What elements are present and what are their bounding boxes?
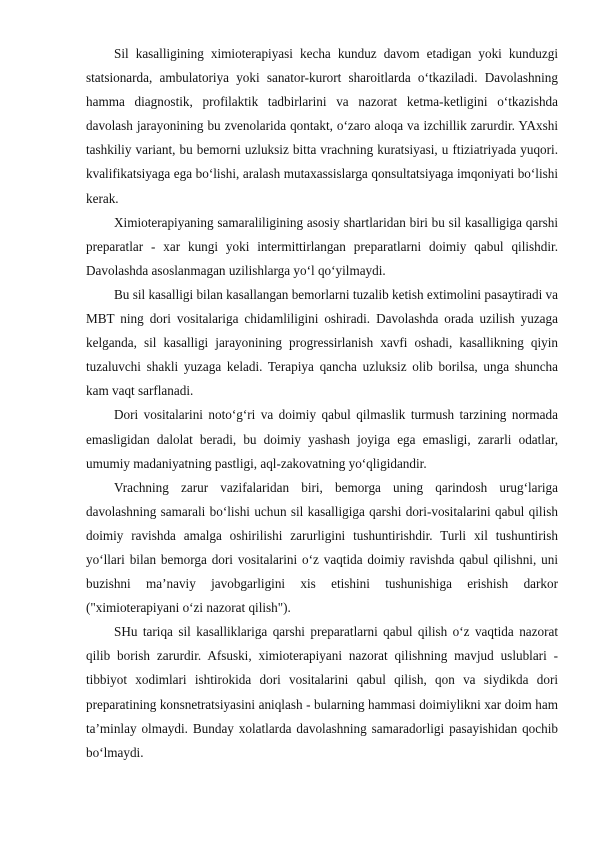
paragraph-6: SHu tariqa sil kasalliklariga qarshi preparatlarni qabul qilish o‘z vaqtida nazorat qilib borish zarurdir. Afsuski, ximioterapiyani nazorat qilishning mavjud uslublari - tibbiyot xodimlari ishtirokida dori vositalarini qabul qilish, qon va siydikda dori preparatining konsnetratsiyasini aniqlash - bularning hammasi doimiylikni xar doim ham ta’minlay olmaydi. Bunday xolatlarda davolashning samaradorligi pasayishidan qochib bo‘lmaydi.: [86, 624, 558, 760]
paragraph-4: Dori vositalarini noto‘g‘ri va doimiy qabul qilmaslik turmush tarzining normada emasligidan dalolat beradi, bu doimiy yashash joyiga ega emasligi, zararli odatlar, umumiy madaniyatning pastligi, aql-zakovatning yo‘qligidandir.: [86, 407, 558, 471]
paragraph-5: Vrachning zarur vazifalaridan biri, bemorga uning qarindosh urug‘lariga davolashning samarali bo‘lishi uchun sil kasalligiga qarshi dori-vositalarini qabul qilish doimiy ravishda amalga oshirilishi zarurligini tushuntirishdir. Turli xil tushuntirish yo‘llari bilan bemorga dori vositalarini o‘z vaqtida doimiy ravishda qabul qilishni, uni buzishni ma’naviy javobgarligini xis etishini tushunishiga erishish darkor ("ximioterapiyani o‘zi nazorat qilish").: [86, 479, 558, 616]
paragraph-1: Sil kasalligining ximioterapiyasi kecha kunduz davom etadigan yoki kunduzgi statsionarda, ambulatoriya yoki sanator-kurort sharoitlarda o‘tkaziladi. Davolashning hamma diagnostik, profilaktik tadbirlarini va nazorat ketma-ketligini o‘tkazishda davolash jarayonining bu zvenolarida qontakt, o‘zaro aloqa va izchillik zarurdir. YAxshi tashkiliy variant, bu bemorni uzluksiz bitta vrachning kuratsiyasi, u ftiziatriyada yuqori. kvalifikatsiyaga ega bo‘lishi, aralash mutaxassislarga qonsultatsiyaga imqoniyati bo‘lishi kerak.: [86, 46, 558, 206]
document-page: [86, 42, 558, 765]
paragraph-2: Ximioterapiyaning samaraliligining asosiy shartlaridan biri bu sil kasalligiga qarshi preparatlar - xar kungi yoki intermittirlangan preparatlarni doimiy qabul qilishdir. Davolashda asoslanmagan uzilishlarga yo‘l qo‘yilmaydi.: [86, 214, 558, 278]
paragraph-3: Bu sil kasalligi bilan kasallangan bemorlarni tuzalib ketish extimolini pasaytiradi va MBT ning dori vositalariga chidamliligini oshiradi. Davolashda orada uzilish yuzaga kelganda, sil kasalligi jarayonining progressirlanish xavfi oshadi, kasallikning qiyin tuzaluvchi shakli yuzaga keladi. Terapiya qancha uzluksiz olib borilsa, unga shuncha kam vaqt sarflanadi.: [86, 286, 558, 399]
